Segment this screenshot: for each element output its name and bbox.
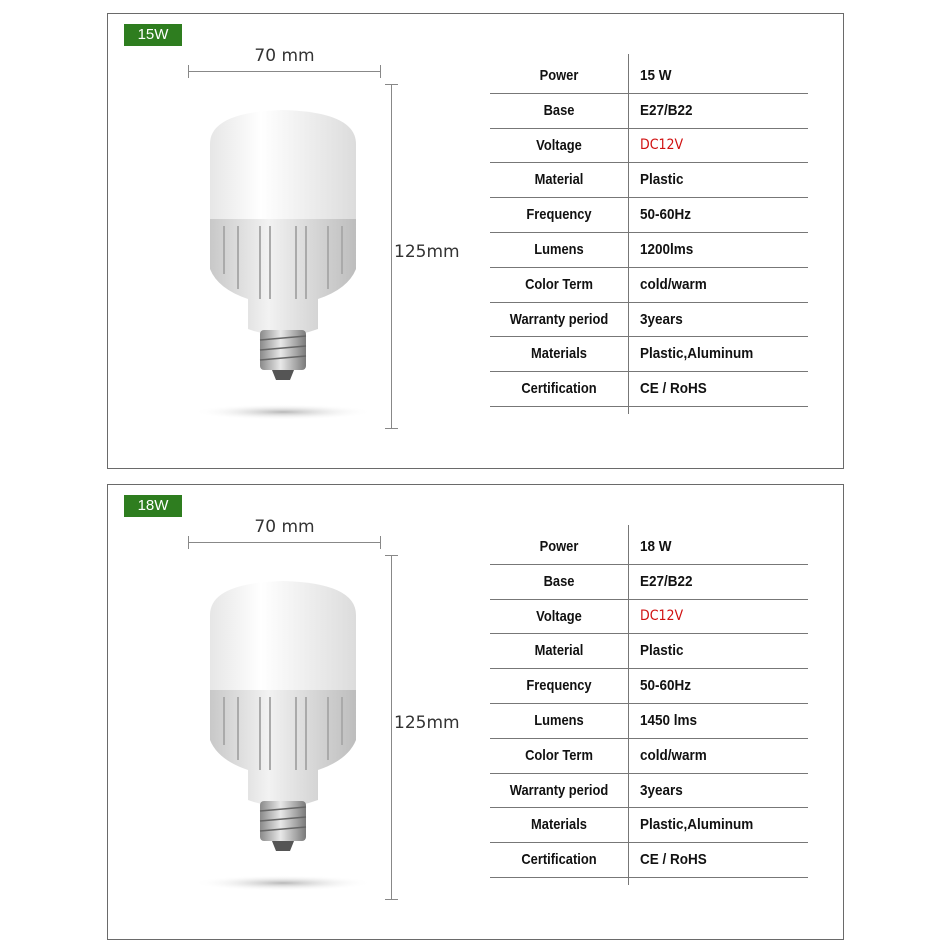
height-dimension-cap-top [385,555,398,556]
led-bulb-icon [198,575,368,895]
spec-row-power [490,59,808,94]
spec-row-warranty [490,303,808,338]
spec-row-base [490,565,808,600]
spec-value: 3years [640,310,683,328]
spec-row-color-term [490,268,808,303]
height-dimension-label: 125mm [394,713,460,733]
spec-value: DC12V [640,136,684,153]
spec-value: cold/warm [640,746,707,764]
width-dimension-label: 70 mm [254,517,315,537]
spec-key: Materials [531,816,587,834]
spec-key: Base [543,572,575,590]
spec-key: Certification [521,380,597,398]
product-panel-18w [107,484,844,940]
spec-key: Warranty period [509,310,609,328]
width-dimension-label: 70 mm [254,46,315,66]
spec-key: Material [534,642,584,660]
height-dimension-cap-bottom [385,899,398,900]
spec-value: 50-60Hz [640,206,692,224]
height-dimension-label: 125mm [394,242,460,262]
spec-row-color-term [490,739,808,774]
spec-key: Lumens [534,240,584,258]
spec-value: Plastic,Aluminum [640,816,754,834]
spec-row-materials [490,337,808,372]
wattage-badge: 15W [124,24,182,46]
spec-key: Materials [531,345,587,363]
spec-row-base [490,94,808,129]
spec-row-power [490,530,808,565]
spec-key: Certification [521,851,597,869]
spec-value: 15 W [640,67,672,84]
spec-key: Voltage [536,607,582,625]
spec-row-lumens [490,233,808,268]
spec-key: Warranty period [509,781,609,799]
spec-value: DC12V [640,607,684,624]
spec-value: CE / RoHS [640,380,707,398]
spec-value: CE / RoHS [640,851,707,869]
spec-value: Plastic [640,171,684,189]
spec-key: Color Term [525,746,593,764]
spec-value: 3years [640,781,683,799]
spec-value: 18 W [640,538,672,555]
spec-row-certification [490,372,808,407]
spec-row-certification [490,843,808,878]
width-dimension-cap-right [380,536,381,549]
width-dimension-cap-left [188,65,189,78]
height-dimension-line [391,555,392,900]
spec-value: E27/B22 [640,101,693,119]
spec-value: 1200lms [640,240,694,258]
width-dimension-line [188,542,381,543]
spec-row-lumens [490,704,808,739]
spec-value: 50-60Hz [640,677,692,695]
spec-key: Frequency [526,677,592,695]
spec-key: Power [539,538,579,555]
led-bulb-icon [198,104,368,424]
spec-row-warranty [490,774,808,809]
spec-row-voltage [490,600,808,635]
spec-key: Material [534,171,584,189]
spec-row-frequency [490,669,808,704]
spec-row-frequency [490,198,808,233]
spec-key: Power [539,67,579,84]
spec-key: Color Term [525,275,593,293]
spec-value: E27/B22 [640,572,693,590]
spec-table [490,59,808,407]
spec-row-material [490,163,808,198]
spec-table [490,530,808,878]
height-dimension-line [391,84,392,429]
spec-key: Voltage [536,136,582,154]
spec-value: cold/warm [640,275,707,293]
height-dimension-cap-top [385,84,398,85]
spec-row-voltage [490,129,808,164]
spec-value: Plastic,Aluminum [640,345,754,363]
width-dimension-cap-right [380,65,381,78]
spec-row-material [490,634,808,669]
spec-key: Base [543,101,575,119]
width-dimension-line [188,71,381,72]
wattage-badge: 18W [124,495,182,517]
spec-key: Frequency [526,206,592,224]
height-dimension-cap-bottom [385,428,398,429]
spec-key: Lumens [534,711,584,729]
spec-row-materials [490,808,808,843]
width-dimension-cap-left [188,536,189,549]
spec-value: Plastic [640,642,684,660]
spec-value: 1450 lms [640,711,698,729]
product-panel-15w [107,13,844,469]
